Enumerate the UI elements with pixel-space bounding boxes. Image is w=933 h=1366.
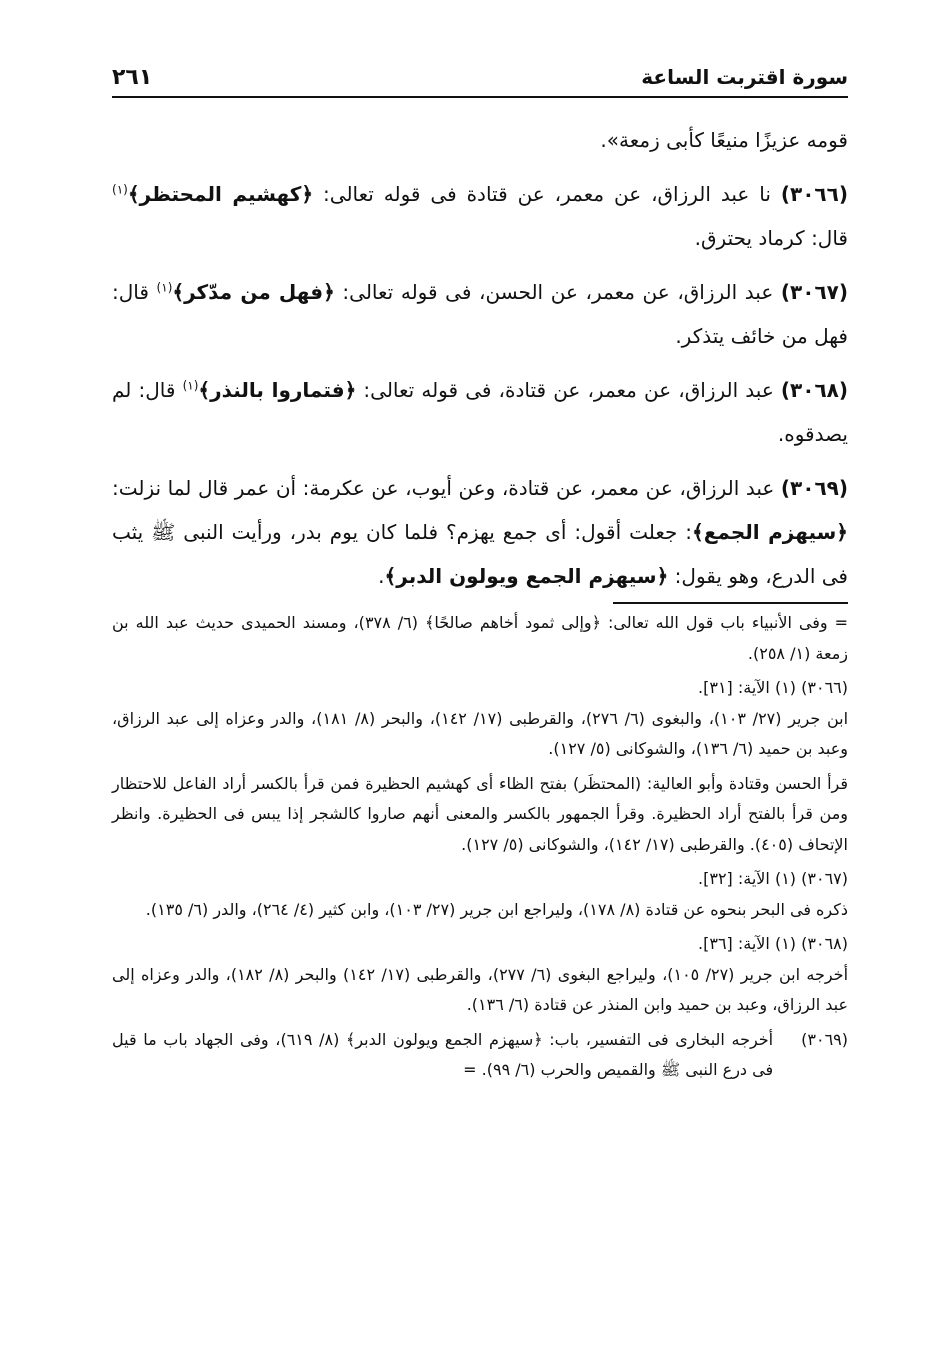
quran-quote: ﴿فهل من مدّكر﴾	[172, 280, 335, 304]
footnote-text: أخرجه البخارى فى التفسير، باب: ﴿سيهزم الجمع ويولون الدبر﴾ (٨/ ٦١٩)، وفى الجهاد باب ما قيل فى درع النبى ﷺ والقميص والحرب (٦/ ٩٩).	[112, 1029, 774, 1079]
hadith-text: قال: فهل من خائف يتذكر.	[112, 280, 848, 348]
hadith-text: : جعلت أقول: أى جمع يهزم؟ فلما كان يوم بدر، ورأيت النبى ﷺ يثب فى الدرع، وهو يقول:	[112, 520, 848, 588]
footnotes	[112, 608, 848, 1086]
hadith-text: عبد الرزاق، عن معمر، عن قتادة، وعن أيوب، عن عكرمة: أن عمر قال لما نزلت:	[112, 476, 781, 500]
hadith-text: .	[378, 564, 385, 588]
hadith-text: عبد الرزاق، عن معمر، عن الحسن، فى قوله تعالى:	[334, 280, 781, 304]
quran-quote: ﴿سيهزم الجمع﴾	[692, 520, 848, 544]
continuation-mark: =	[463, 1060, 477, 1079]
running-header	[112, 62, 848, 92]
footnote-3069	[112, 1025, 848, 1086]
footnote-text-3068: أخرجه ابن جرير (٢٧/ ١٠٥)، وليراجع البغوى (٦/ ٢٧٧)، والقرطبى (١٧/ ١٤٢) والبحر (٨/ ١٨٢)، والدر وعزاه إلى عبد الرزاق، وعبد بن حميد وابن المنذر عن قتادة (٦/ ١٣٦).	[112, 964, 849, 1014]
hadith-number: (٣٠٦٨)	[780, 378, 848, 402]
hadith-number: (٣٠٦٧)	[780, 280, 849, 304]
header-rule	[112, 96, 848, 98]
footnote-continuation: = وفى الأنبياء باب قول الله تعالى: ﴿وإلى ثمود أخاهم صالحًا﴾ (٦/ ٣٧٨)، ومسند الحميدى حديث عبد الله بن زمعة (١/ ٢٥٨).	[112, 613, 849, 663]
hadith-text: نا عبد الرزاق، عن معمر، عن قتادة فى قوله تعالى:	[313, 182, 781, 206]
footnote-heading-3066: (٣٠٦٦) (١) الآية: [٣١].	[698, 678, 848, 697]
hadith-number: (٣٠٦٩)	[780, 476, 848, 500]
surah-title: سورة اقتربت الساعة	[641, 65, 848, 89]
hadith-number: (٣٠٦٦)	[780, 182, 848, 206]
hadith-3068	[112, 368, 848, 456]
footnote-text-3066-readings: قرأ الحسن وقتادة وأبو العالية: (المحتظَر) بفتح الظاء أى كهشيم الحظيرة فمن قرأ بالكسر أراد الفاعل للاحتظار ومن قرأ بالفتح أراد الحظيرة. وقرأ الجمهور بالكسر والمعنى أنهم صاروا كالشجر إذا يبس فى الحظيرة. وانظر الإتحاف (٤٠٥). والقرطبى (١٧/ ١٤٢)، والشوكانى (٥/ ١٢٧).	[112, 773, 848, 854]
footnote-ref: (١)	[182, 378, 199, 393]
footnote-number: (٣٠٦٩)	[801, 1029, 848, 1049]
main-text	[112, 118, 848, 608]
paragraph-continuation: قومه عزيزًا منيعًا كأبى زمعة».	[600, 128, 848, 152]
page-number: ٢٦١	[112, 64, 153, 90]
footnote-text-3066-sources: ابن جرير (٢٧/ ١٠٣)، والبغوى (٦/ ٢٧٦)، والقرطبى (١٧/ ١٤٢)، والبحر (٨/ ١٨١)، والدر وعزاه إلى عبد الرزاق، وعبد بن حميد (٦/ ١٣٦)، والشوكانى (٥/ ١٢٧).	[112, 708, 849, 758]
footnote-heading-3068: (٣٠٦٨) (١) الآية: [٣٦].	[698, 934, 848, 953]
quran-quote: ﴿كهشيم المحتظر﴾	[127, 182, 314, 206]
hadith-text: عبد الرزاق، عن معمر، عن قتادة، فى قوله تعالى:	[356, 378, 781, 402]
hadith-text: قال: لم يصدقوه.	[112, 378, 848, 446]
footnote-ref: (١)	[112, 182, 128, 197]
footnote-text-3067: ذكره فى البحر بنحوه عن قتادة (٨/ ١٧٨)، وليراجع ابن جرير (٢٧/ ١٠٣)، وابن كثير (٤/ ٢٦٤)، والدر (٦/ ١٣٥).	[145, 899, 848, 919]
footnote-heading-3067: (٣٠٦٧) (١) الآية: [٣٢].	[698, 869, 848, 888]
footnote-separator	[613, 602, 848, 604]
footnote-text-3069	[112, 1025, 773, 1086]
hadith-3066	[112, 172, 848, 260]
footnote-ref: (١)	[156, 280, 173, 295]
hadith-3069	[112, 466, 848, 598]
hadith-text: قال: كرماد يحترق.	[694, 226, 848, 250]
quran-quote: ﴿سيهزم الجمع ويولون الدبر﴾	[384, 564, 669, 588]
quran-quote: ﴿فتماروا بالنذر﴾	[198, 378, 357, 402]
hadith-3067	[112, 270, 848, 358]
